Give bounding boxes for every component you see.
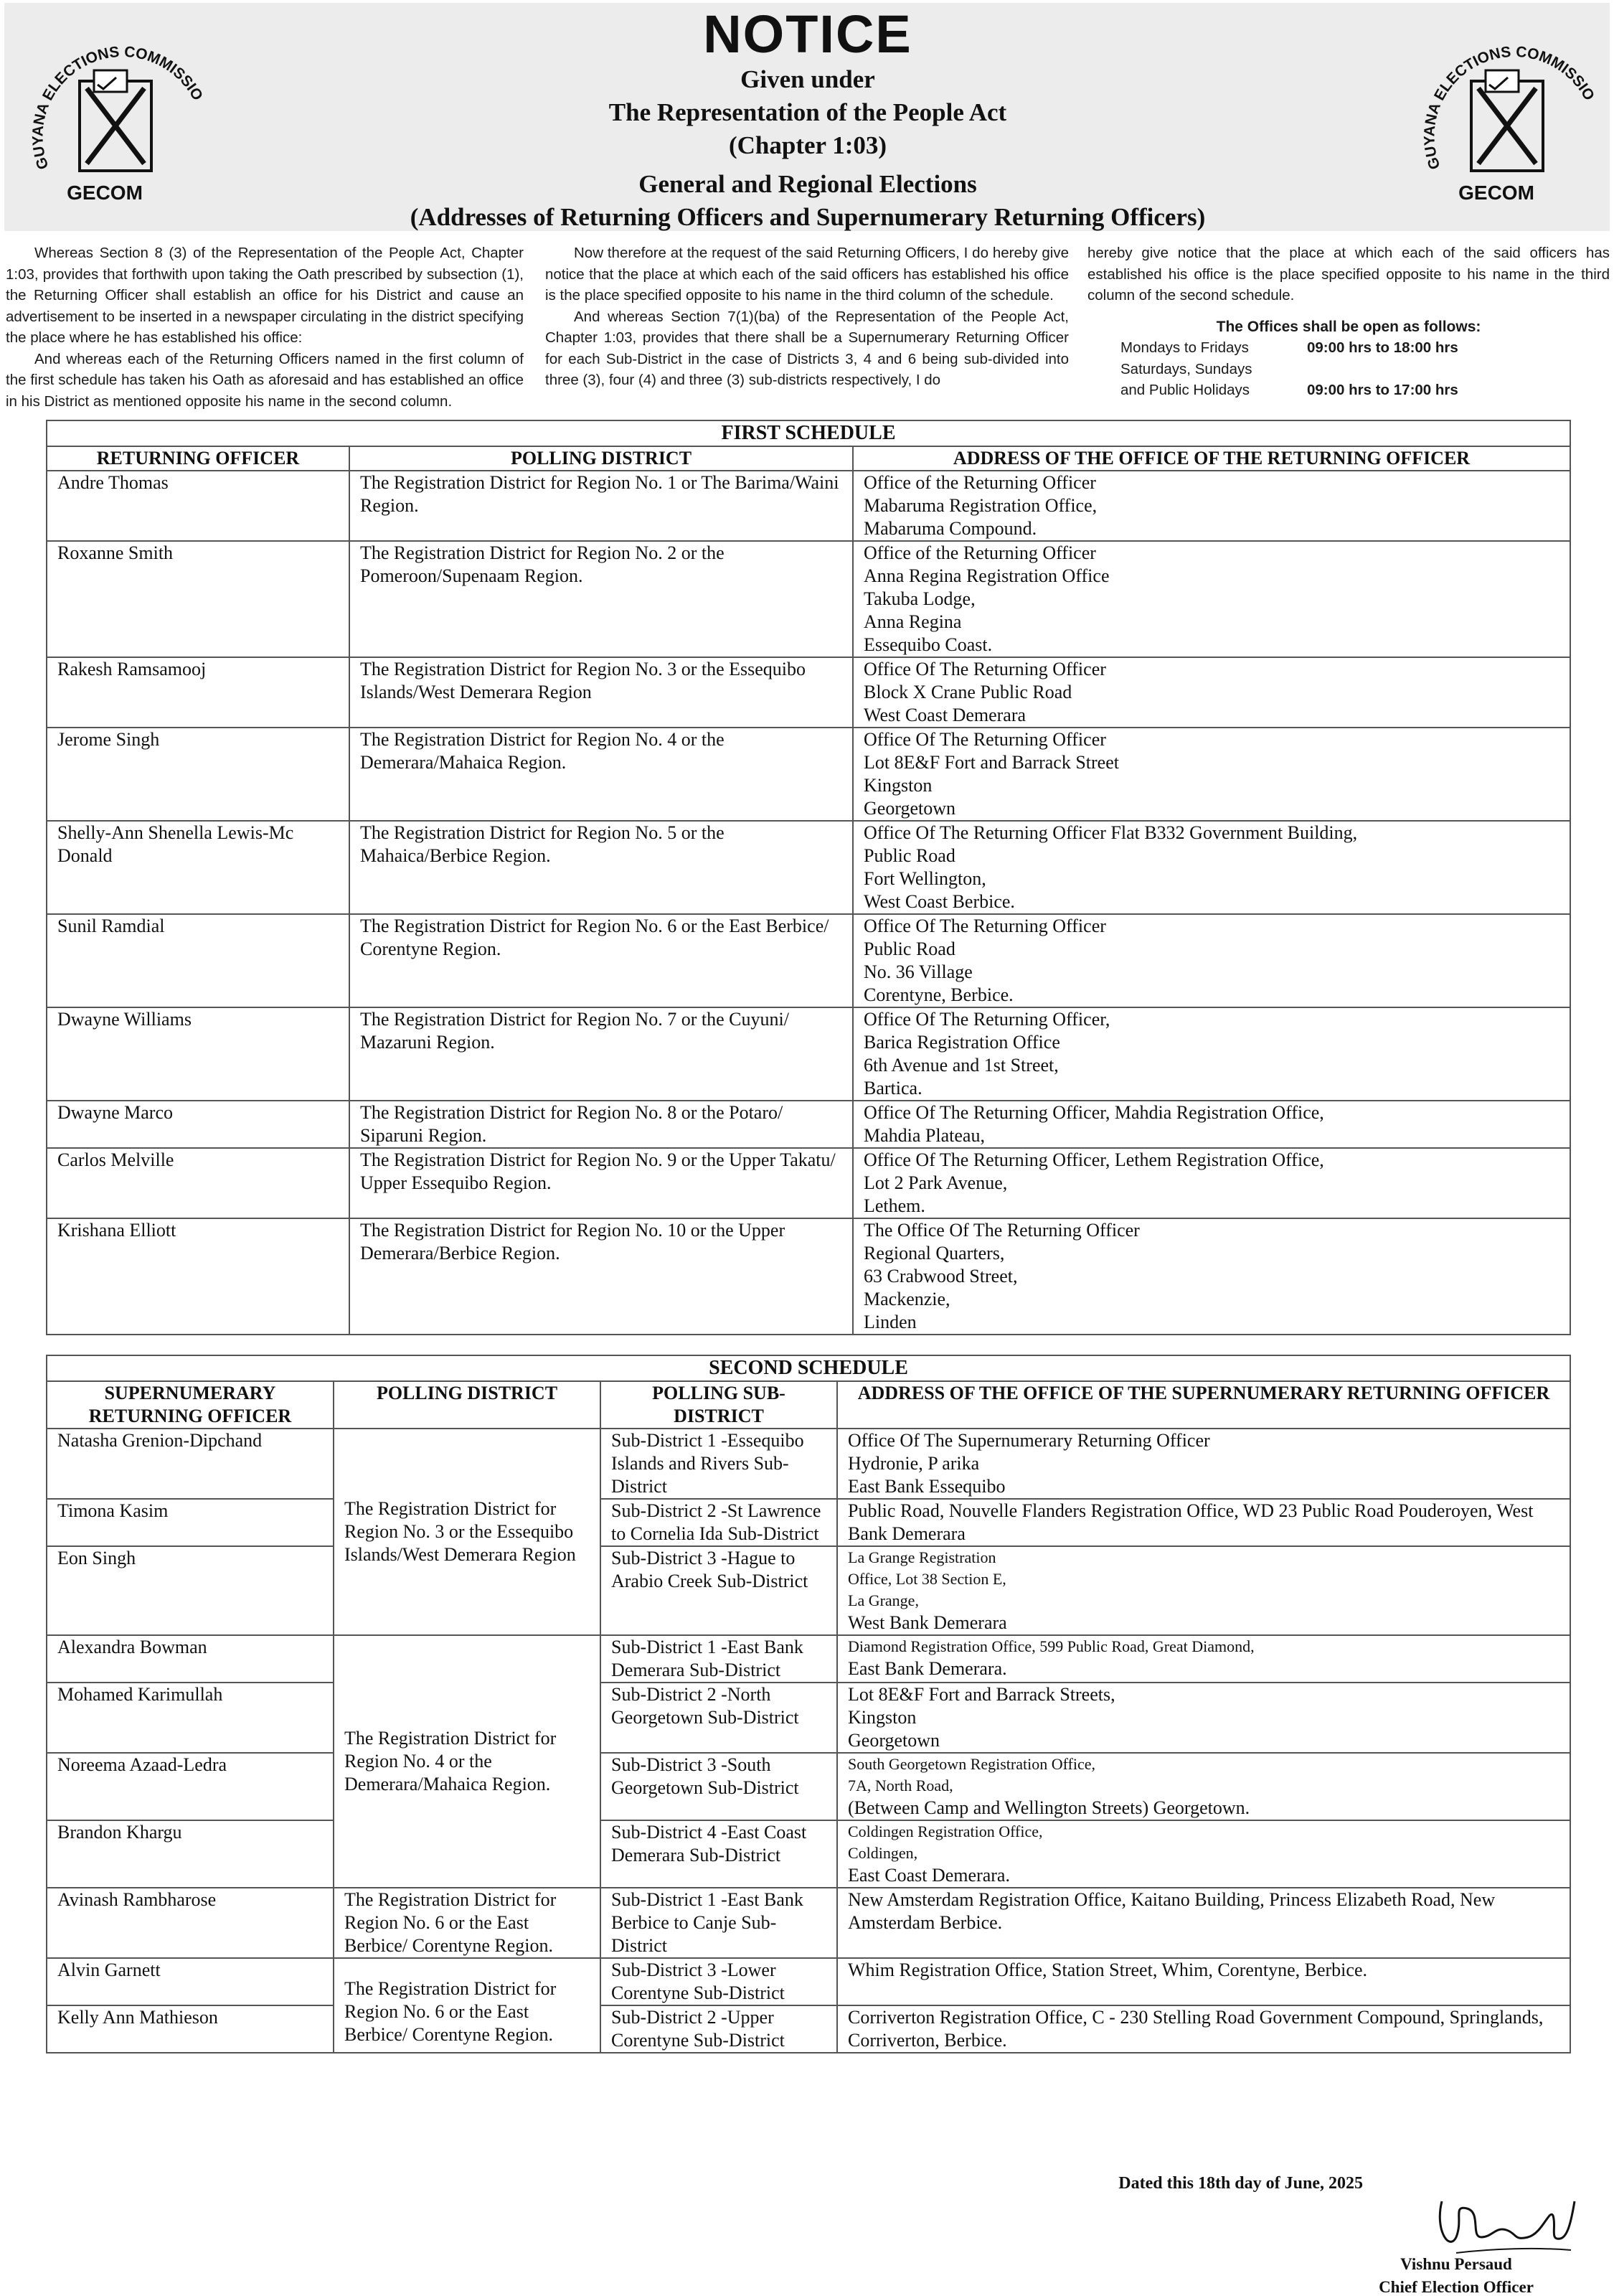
polling-sub-district-cell: Sub-District 1 -Essequibo Islands and Rivers Sub-District [600,1429,837,1499]
polling-district-cell: The Registration District for Region No. 4 or the Demerara/Mahaica Region. [334,1635,600,1888]
table-row [47,1820,1570,1888]
returning-officer-cell: Carlos Melville [47,1148,349,1218]
second-schedule-title: SECOND SCHEDULE [47,1355,1570,1381]
table-row [47,1683,1570,1753]
supernumerary-officer-cell: Natasha Grenion-Dipchand [47,1429,334,1499]
address-line: Georgetown [864,798,956,819]
address-line: Bartica. [864,1078,922,1098]
logo-arc-text: GUYANA ELECTIONS COMMISSIO [1421,43,1597,171]
polling-district-cell: The Registration District for Region No. 2 or the Pomeroon/Supenaam Region. [349,541,853,657]
column-header: RETURNING OFFICER [47,446,349,471]
returning-officer-cell: Andre Thomas [47,471,349,541]
supernumerary-officer-cell: Alexandra Bowman [47,1635,334,1683]
address-line: Mabaruma Compound. [864,518,1037,539]
address-line: Block X Crane Public Road [864,682,1072,702]
office-hours [1087,337,1610,401]
address-line: Kingston [848,1707,917,1728]
address-line: La Grange, [848,1591,919,1609]
address-line: Office Of The Supernumerary Returning Officer [848,1430,1210,1451]
polling-sub-district-cell: Sub-District 1 -East Bank Berbice to Canje Sub-District [600,1888,837,1958]
polling-district-cell: The Registration District for Region No. 9 or the Upper Takatu/ Upper Essequibo Region. [349,1148,853,1218]
supernumerary-officer-cell: Noreema Azaad-Ledra [47,1753,334,1820]
address-line: Public Road [864,938,955,959]
table-row [47,1429,1570,1499]
address-line: 7A, North Road, [848,1777,953,1794]
column-header: POLLING DISTRICT [334,1381,600,1429]
address-line: Mabaruma Registration Office, [864,495,1098,516]
address-line: Georgetown [848,1730,940,1751]
address-line: No. 36 Village [864,961,973,982]
header-line-4: General and Regional Elections [638,170,977,198]
polling-sub-district-cell: Sub-District 2 -Upper Corentyne Sub-District [600,2005,837,2053]
table-row [47,1753,1570,1820]
address-line: Lot 2 Park Avenue, [864,1172,1008,1193]
address-line: Office, Lot 38 Section E, [848,1570,1006,1588]
table-row [47,1007,1570,1101]
polling-district-cell: The Registration District for Region No. 6 or the East Berbice/ Corentyne Region. [349,914,853,1007]
address-line: Office Of The Returning Officer, Lethem Registration Office, [864,1149,1324,1170]
polling-district-cell: The Registration District for Region No. 8 or the Potaro/ Siparuni Region. [349,1101,853,1148]
polling-district-cell: The Registration District for Region No. 1 or The Barima/Waini Region. [349,471,853,541]
svg-text:GUYANA ELECTIONS COMMISSION [1417,20,1597,171]
hours-day: Saturdays, Sundays [1120,360,1252,377]
table-row [47,1218,1570,1335]
hours-time: 09:00 hrs to 17:00 hrs [1307,382,1458,398]
address-line: Barica Registration Office [864,1032,1060,1053]
address-line: West Coast Berbice. [864,891,1015,912]
polling-sub-district-cell: Sub-District 4 -East Coast Demerara Sub-District [600,1820,837,1888]
address-line: Anna Regina [864,611,962,632]
polling-sub-district-cell: Sub-District 3 -South Georgetown Sub-District [600,1753,837,1820]
returning-officer-cell: Jerome Singh [47,728,349,821]
address-cell [837,1820,1570,1888]
table-row [47,1546,1570,1635]
returning-officer-cell: Sunil Ramdial [47,914,349,1007]
logo-abbr: GECOM [67,182,143,204]
column-header: ADDRESS OF THE OFFICE OF THE RETURNING OFFICER [853,446,1570,471]
address-cell [837,1499,1570,1546]
address-cell [837,1635,1570,1683]
table-row [47,1499,1570,1546]
address-cell [853,1148,1570,1218]
supernumerary-officer-cell: Kelly Ann Mathieson [47,2005,334,2053]
header-line-5: (Addresses of Returning Officers and Supernumerary Returning Officers) [410,203,1206,231]
intro-text [6,243,1610,408]
hours-time: 09:00 hrs to 18:00 hrs [1307,339,1458,356]
hours-row [1087,359,1610,380]
intro-paragraph: Whereas Section 8 (3) of the Representation of the People Act, Chapter 1:03, provides that forthwith upon taking the Oath prescribed by subsection (1), the Returning Officer shall establish an office for his District and cause an advertisement to be inserted in a newspaper circulating in the district specifying the place where he has established his office: [6,245,524,346]
polling-district-cell: The Registration District for Region No. 3 or the Essequibo Islands/West Demerara Region [349,657,853,728]
intro-paragraph: Now therefore at the request of the said Returning Officers, I do hereby give notice that the place at which each of the said officers has established his office is the place specified opposite to his name in the third column of the schedule. [545,245,1069,304]
address-line: (Between Camp and Wellington Streets) Georgetown. [848,1797,1250,1818]
address-cell [837,1429,1570,1499]
address-line: Lot 8E&F Fort and Barrack Street [864,752,1119,773]
offices-heading: The Offices shall be open as follows: [1216,318,1481,335]
address-line: Linden [864,1312,917,1332]
hours-day: Mondays to Fridays [1120,339,1249,356]
address-line: East Bank Demerara. [848,1658,1007,1679]
address-cell [853,1101,1570,1148]
address-cell [837,1888,1570,1958]
address-cell [837,1958,1570,2005]
table-row [47,1888,1570,1958]
address-line: Corentyne, Berbice. [864,984,1014,1005]
polling-district-cell: The Registration District for Region No. 6 or the East Berbice/ Corentyne Region. [334,1888,600,1958]
first-schedule-table [46,420,1571,1335]
notice-title: NOTICE [703,4,912,64]
address-line: The Office Of The Returning Officer [864,1220,1140,1241]
table-row [47,728,1570,821]
hours-row [1087,337,1610,359]
address-line: 6th Avenue and 1st Street, [864,1055,1059,1076]
address-line: Corriverton Registration Office, C - 230 Stelling Road Government Compound, Springlands, Corriverton, Berbice. [848,2007,1544,2051]
first-schedule-rows [47,471,1570,1335]
returning-officer-cell: Krishana Elliott [47,1218,349,1335]
table-row [47,1148,1570,1218]
address-line: Office Of The Returning Officer [864,916,1106,936]
returning-officer-cell: Roxanne Smith [47,541,349,657]
table-row [47,471,1570,541]
address-line: Mackenzie, [864,1289,950,1309]
first-schedule-title: FIRST SCHEDULE [47,420,1570,446]
address-line: South Georgetown Registration Office, [848,1755,1096,1773]
returning-officer-cell: Dwayne Williams [47,1007,349,1101]
address-line: La Grange Registration [848,1548,996,1566]
column-header: ADDRESS OF THE OFFICE OF THE SUPERNUMERARY RETURNING OFFICER [837,1381,1570,1429]
address-cell [853,728,1570,821]
address-line: New Amsterdam Registration Office, Kaitano Building, Princess Elizabeth Road, New Amsterdam Berbice. [848,1889,1496,1933]
gecom-logo-right [1417,20,1597,214]
polling-district-cell: The Registration District for Region No. 6 or the East Berbice/ Corentyne Region. [334,1958,600,2053]
polling-sub-district-cell: Sub-District 1 -East Bank Demerara Sub-District [600,1635,837,1683]
address-line: Coldingen Registration Office, [848,1822,1043,1840]
address-cell [853,821,1570,914]
intro-paragraph: And whereas Section 7(1)(ba) of the Representation of the People Act, Chapter 1:03, provides that there shall be a Supernumerary Returning Officer for each Sub-District in the case of Districts 3, 4 and 6 being sub-divided into three (3), four (4) and three (3) sub-districts respectively, I do [545,308,1069,388]
logo-abbr: GECOM [1458,182,1534,204]
column-header: POLLING DISTRICT [349,446,853,471]
address-cell [837,2005,1570,2053]
polling-sub-district-cell: Sub-District 2 -North Georgetown Sub-District [600,1683,837,1753]
signature [1427,2187,1578,2259]
address-line: Office Of The Returning Officer, [864,1009,1110,1030]
address-line: Diamond Registration Office, 599 Public Road, Great Diamond, [848,1637,1255,1655]
address-cell [853,541,1570,657]
address-line: Essequibo Coast. [864,634,993,655]
table-row [47,1635,1570,1683]
supernumerary-officer-cell: Alvin Garnett [47,1958,334,2005]
supernumerary-officer-cell: Brandon Khargu [47,1820,334,1888]
address-line: Kingston [864,775,933,796]
second-schedule-table [46,1355,1571,2053]
polling-district-cell: The Registration District for Region No. 3 or the Essequibo Islands/West Demerara Region [334,1429,600,1635]
address-cell [853,657,1570,728]
polling-district-cell: The Registration District for Region No. 4 or the Demerara/Mahaica Region. [349,728,853,821]
second-schedule-rows [47,1429,1570,2053]
table-row [47,2005,1570,2053]
address-line: Fort Wellington, [864,868,986,889]
table-row [47,821,1570,914]
polling-district-cell: The Registration District for Region No. 7 or the Cuyuni/ Mazaruni Region. [349,1007,853,1101]
dated-line: Dated this 18th day of June, 2025 [1118,2174,1363,2193]
polling-district-cell: The Registration District for Region No. 10 or the Upper Demerara/Berbice Region. [349,1218,853,1335]
hours-day: and Public Holidays [1120,382,1250,398]
address-cell [853,1218,1570,1335]
header-line-3: (Chapter 1:03) [728,131,887,159]
table-row [47,657,1570,728]
address-line: West Coast Demerara [864,705,1027,725]
intro-column-3 [1087,243,1610,401]
address-line: Mahdia Plateau, [864,1125,985,1146]
intro-paragraph: hereby give notice that the place at which each of the said officers has established his office is the place specified opposite to his name in the third column of the second schedule. [1087,245,1610,304]
address-line: East Coast Demerara. [848,1865,1010,1886]
table-row [47,914,1570,1007]
supernumerary-officer-cell: Avinash Rambharose [47,1888,334,1958]
title-block [306,6,1310,234]
address-cell [837,1546,1570,1635]
address-line: Coldingen, [848,1844,918,1862]
notice-header [4,3,1610,231]
table-row [47,1101,1570,1148]
address-cell [853,914,1570,1007]
polling-sub-district-cell: Sub-District 3 -Hague to Arabio Creek Sub-District [600,1546,837,1635]
logo-arc-text: GUYANA ELECTIONS COMMISSIO [29,43,205,171]
address-line: Anna Regina Registration Office [864,565,1110,586]
column-header: POLLING SUB-DISTRICT [600,1381,837,1429]
signatory [1349,2253,1564,2296]
signatory-title: Chief Election Officer [1379,2278,1534,2296]
gecom-logo-left [26,20,205,214]
address-line: Office of the Returning Officer [864,542,1096,563]
address-line: Office Of The Returning Officer, Mahdia Registration Office, [864,1102,1324,1123]
address-cell [853,471,1570,541]
address-line: Office Of The Returning Officer Flat B332 Government Building, [864,822,1358,843]
polling-district-cell: The Registration District for Region No. 5 or the Mahaica/Berbice Region. [349,821,853,914]
supernumerary-officer-cell: Timona Kasim [47,1499,334,1546]
address-line: Office Of The Returning Officer [864,729,1106,750]
polling-sub-district-cell: Sub-District 2 -St Lawrence to Cornelia Ida Sub-District [600,1499,837,1546]
address-line: Public Road, Nouvelle Flanders Registration Office, WD 23 Public Road Pouderoyen, West Bank Demerara [848,1500,1534,1544]
polling-sub-district-cell: Sub-District 3 -Lower Corentyne Sub-District [600,1958,837,2005]
table-row [47,1958,1570,2005]
returning-officer-cell: Rakesh Ramsamooj [47,657,349,728]
address-line: East Bank Essequibo [848,1476,1006,1497]
intro-column-1 [6,243,524,412]
address-line: Takuba Lodge, [864,588,976,609]
returning-officer-cell: Dwayne Marco [47,1101,349,1148]
address-cell [837,1753,1570,1820]
svg-text:GUYANA ELECTIONS COMMISSION [26,20,205,171]
address-line: Public Road [864,845,955,866]
supernumerary-officer-cell: Mohamed Karimullah [47,1683,334,1753]
address-line: Whim Registration Office, Station Street, Whim, Corentyne, Berbice. [848,1959,1367,1980]
address-line: Office Of The Returning Officer [864,659,1106,679]
address-cell [837,1683,1570,1753]
address-line: West Bank Demerara [848,1612,1007,1633]
address-line: Regional Quarters, [864,1243,1005,1264]
returning-officer-cell: Shelly-Ann Shenella Lewis-Mc Donald [47,821,349,914]
intro-paragraph: And whereas each of the Returning Officers named in the first column of the first schedule has taken his Oath as aforesaid and has established an office in his District as mentioned opposite his name in the second column. [6,350,524,410]
address-line: Lethem. [864,1195,925,1216]
address-line: Hydronie, P arika [848,1453,980,1474]
address-line: Lot 8E&F Fort and Barrack Streets, [848,1684,1115,1705]
intro-column-2 [545,243,1069,391]
address-line: 63 Crabwood Street, [864,1266,1018,1286]
hours-row [1087,380,1610,401]
signatory-name: Vishnu Persaud [1400,2255,1512,2273]
header-line-2: The Representation of the People Act [608,98,1007,126]
address-cell [853,1007,1570,1101]
table-row [47,541,1570,657]
header-line-1: Given under [740,65,875,93]
supernumerary-officer-cell: Eon Singh [47,1546,334,1635]
address-line: Office of the Returning Officer [864,472,1096,493]
column-header: SUPERNUMERARY RETURNING OFFICER [47,1381,334,1429]
